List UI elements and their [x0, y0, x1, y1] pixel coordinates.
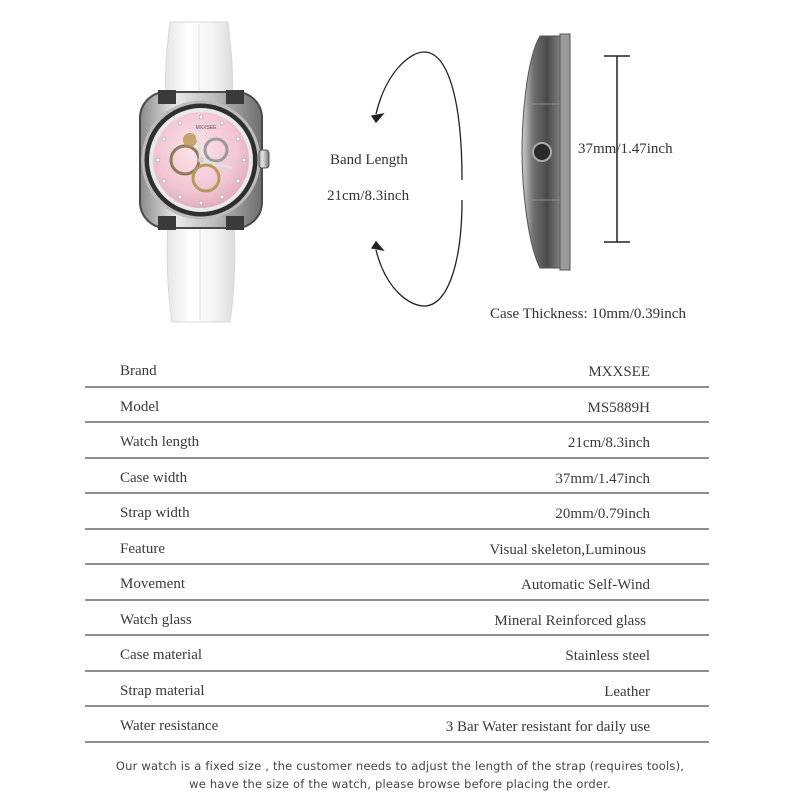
- watch-side-image: [522, 34, 570, 270]
- band-length-arrows: [372, 52, 462, 306]
- spec-row-model: [85, 388, 709, 424]
- spec-key: Brand: [120, 363, 157, 379]
- spec-table: [85, 352, 709, 743]
- spec-value: Mineral Reinforced glass: [494, 612, 646, 629]
- spec-value: 37mm/1.47inch: [555, 470, 650, 487]
- spec-row-feature: [85, 530, 709, 566]
- spec-value: Leather: [604, 683, 650, 700]
- spec-value: Stainless steel: [565, 648, 650, 664]
- spec-row-strap-width: [85, 494, 709, 530]
- spec-value: 20mm/0.79inch: [555, 506, 650, 522]
- footer-note-line-2: we have the size of the watch, please browse before placing the order.: [189, 777, 611, 791]
- spec-key: Case width: [120, 469, 188, 486]
- footer-note-line-1: Our watch is a fixed size , the customer needs to adjust the length of the strap (requires tools),: [115, 759, 685, 773]
- spec-value: MS5889H: [587, 399, 650, 416]
- dial-brand-text: MXXSEE: [195, 125, 217, 131]
- spec-value: 3 Bar Water resistant for daily use: [445, 719, 650, 735]
- spec-key: Strap width: [120, 505, 190, 521]
- spec-key: Watch length: [120, 434, 200, 450]
- spec-row-brand: [85, 352, 709, 388]
- spec-value: 21cm/8.3inch: [567, 435, 650, 451]
- spec-key: Water resistance: [120, 718, 219, 734]
- spec-key: Strap material: [120, 682, 205, 699]
- spec-row-strap-material: [85, 672, 709, 708]
- spec-row-case-material: [85, 636, 709, 672]
- case-width-value: 37mm/1.47inch: [578, 141, 673, 157]
- band-length-label: Band Length: [330, 152, 408, 168]
- spec-row-watch-glass: [85, 601, 709, 637]
- spec-row-water-resistance: [85, 707, 709, 743]
- spec-key: Feature: [120, 540, 165, 557]
- watch-front-image: [140, 22, 269, 322]
- spec-value: Visual skeleton,Luminous: [489, 541, 646, 558]
- spec-key: Model: [120, 398, 160, 415]
- spec-key: Case material: [120, 647, 203, 663]
- spec-value: Automatic Self-Wind: [521, 577, 650, 593]
- spec-row-case-width: [85, 459, 709, 495]
- case-thickness-label: Case Thickness: 10mm/0.39inch: [490, 306, 686, 322]
- spec-row-watch-length: [85, 423, 709, 459]
- spec-key: Watch glass: [120, 611, 192, 628]
- band-length-value: 21cm/8.3inch: [327, 188, 410, 204]
- spec-row-movement: [85, 565, 709, 601]
- spec-value: MXXSEE: [588, 364, 650, 380]
- watch-illustration: [0, 0, 800, 340]
- spec-key: Movement: [120, 576, 185, 592]
